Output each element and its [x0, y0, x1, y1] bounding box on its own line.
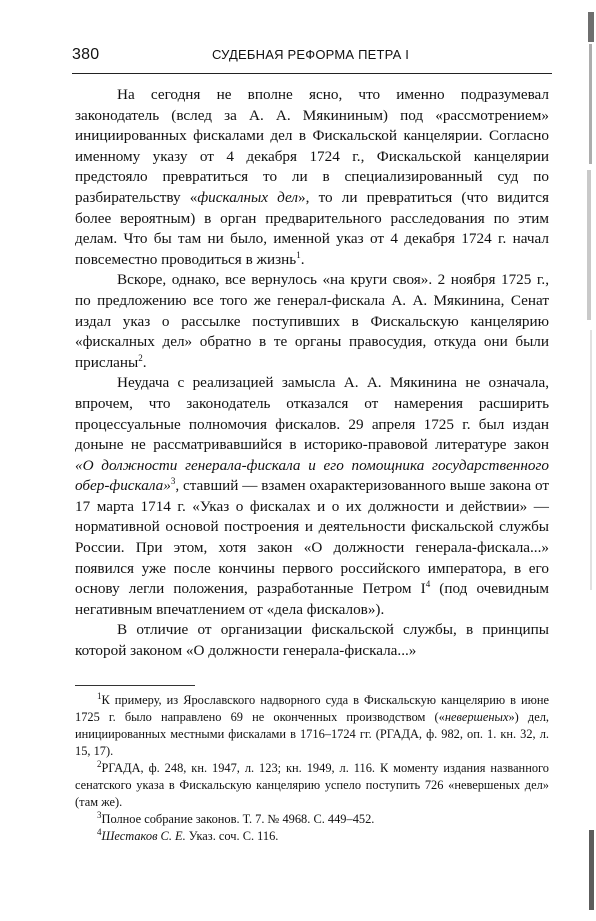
text-run: «О должности генерала-фискала и его помощника государственного обер-фискала» — [75, 456, 549, 495]
paragraph — [75, 373, 549, 620]
footnote-separator — [75, 685, 195, 686]
running-title: СУДЕБНАЯ РЕФОРМА ПЕТРА I — [212, 47, 410, 62]
footnote — [75, 811, 549, 828]
footnote-marker: 4 — [97, 826, 102, 837]
scan-edge-shadow — [574, 0, 596, 921]
text-run: . — [300, 250, 305, 268]
paragraph — [75, 620, 549, 661]
header-rule — [72, 73, 552, 74]
text-run: фискалных дел — [197, 188, 299, 206]
text-run: В отличие от организации фискальской службы, в принципы которой законом «О должности генерала-фискала...» — [75, 621, 549, 660]
text-run: . — [142, 353, 147, 371]
paragraph — [75, 270, 549, 373]
main-text — [75, 85, 549, 662]
text-run: », то ли превратиться (что видится более вероятным) в орган предварительного расследования по этим делам. Что бы там ни было, именной указ от 4 декабря 1724 г. начал повсеместно проводиться в жизнь — [75, 188, 549, 268]
text-run: На сегодня не вполне ясно, что именно подразумевал законодатель (вслед за А. А. Мякининым) под «рассмотрением» инициированных фискалами дел в Фискальской канцелярии. Согласно именному указу от 4 декабря 1724 г., Фискальской канцелярии предстояло превратиться то ли в специализированный суд по разбирательству « — [75, 86, 549, 206]
text-run: Вскоре, однако, все вернулось «на круги своя». 2 ноября 1725 г., по предложению все того же генерал-фискала А. А. Мякинина, Сенат издал указ о рассылке поступивших в Фискальскую канцелярию «фискалных дел» обратно в те органы правосудия, откуда они были присланы — [75, 271, 549, 371]
footnote — [75, 828, 549, 845]
footnote-marker: 2 — [97, 758, 102, 769]
footnote-text: Указ. соч. С. 116. — [185, 829, 279, 843]
footnotes — [75, 692, 549, 845]
footnote-text: К примеру, из Ярославского надворного суда в Фискальскую канцелярию в июне 1725 г. было направлено 69 не оконченных производством (« — [75, 693, 549, 724]
footnote — [75, 692, 549, 760]
text-run: , ставший — взамен охарактеризованного выше закона от 17 марта 1714 г. «Указ о фискалах и о их должности и действии» — нормативной основой построения и деятельности фискальской службы России. При этом, хотя закон «О должности генерала-фискала...» появился уже после кончины первого российского императора, в его основу легли положения, разработанные Петром I — [75, 477, 549, 598]
footnote-marker: 1 — [296, 249, 301, 260]
text-run: Неудача с реализацией замысла А. А. Мякинина не означала, впрочем, что законодатель отказался от намерения расширить процессуальные полномочия фискалов. 29 апреля 1725 г. был издан доныне не рассматривавшийся в историко-правовой литературе закон — [75, 374, 549, 454]
footnote-text: Полное собрание законов. Т. 7. № 4968. С. 449–452. — [101, 812, 375, 826]
running-head — [72, 46, 552, 68]
footnote-text: Шестаков С. Е. — [101, 829, 186, 843]
paragraph — [75, 85, 549, 270]
footnote-marker: 2 — [138, 352, 143, 363]
text-run: (под очевидным негативным впечатлением от «дела фискалов»). — [75, 580, 549, 618]
page-number: 380 — [72, 46, 100, 63]
footnote-text: невершеных — [444, 710, 509, 724]
footnote-marker: 3 — [170, 476, 176, 487]
footnote — [75, 760, 549, 811]
footnote-text: ») дел, инициированных местными фискалами в 1716–1724 гг. (РГАДА, ф. 982, оп. 1. кн. 32, л. 15, 17). — [75, 710, 549, 758]
footnote-marker: 3 — [97, 809, 102, 820]
footnote-marker: 1 — [97, 690, 102, 701]
footnote-marker: 4 — [425, 579, 431, 590]
footnote-text: РГАДА, ф. 248, кн. 1947, л. 123; кн. 1949, л. 116. К моменту издания названного сенатского указа в Фискальскую канцелярию успело поступить 726 «невершеных дел» (там же). — [75, 761, 549, 809]
